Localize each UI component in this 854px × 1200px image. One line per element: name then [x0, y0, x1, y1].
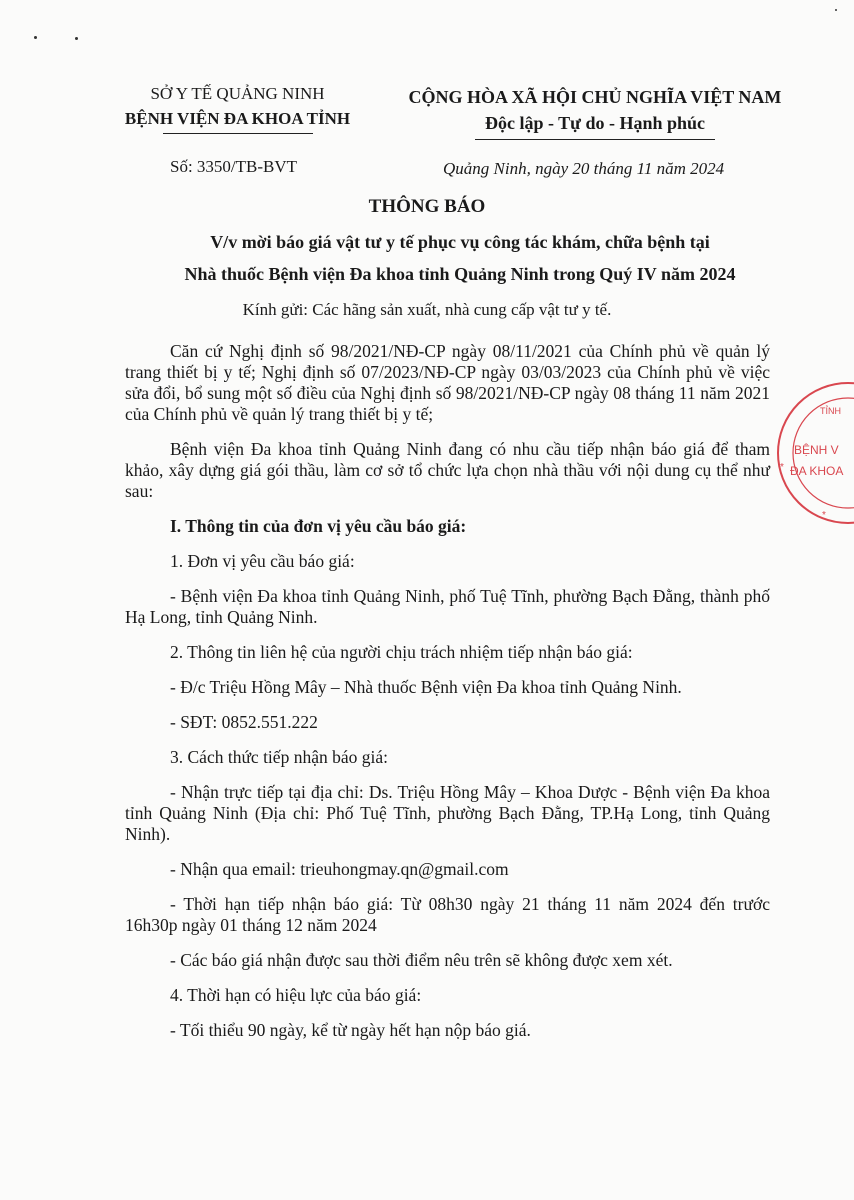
- recipient-line: Kính gửi: Các hãng sản xuất, nhà cung cấp vật tư y tế.: [242, 300, 612, 319]
- svg-text:*: *: [780, 462, 784, 473]
- scan-speck: [34, 36, 37, 39]
- seal-text-top: TỈNH: [820, 406, 841, 416]
- document-body: [125, 341, 770, 1055]
- subject-line-1: V/v mời báo giá vật tư y tế phục vụ công tác khám, chữa bệnh tại: [210, 232, 710, 252]
- list-item: - Bệnh viện Đa khoa tỉnh Quảng Ninh, phố Tuệ Tĩnh, phường Bạch Đằng, thành phố Hạ Long, tỉnh Quảng Ninh.: [125, 586, 770, 627]
- seal-text-line1: BỆNH V: [794, 443, 839, 457]
- seal-text-line2: ĐA KHOA: [790, 464, 844, 478]
- org-underline: [163, 133, 313, 134]
- list-item: - Các báo giá nhận được sau thời điểm nêu trên sẽ không được xem xét.: [170, 950, 673, 970]
- nation-line-2: Độc lập - Tự do - Hạnh phúc: [484, 113, 706, 133]
- document-number: Số: 3350/TB-BVT: [170, 157, 298, 176]
- item-heading: 1. Đơn vị yêu cầu báo giá:: [170, 551, 355, 571]
- scan-speck: [75, 37, 78, 40]
- org-line-2: BỆNH VIỆN ĐA KHOA TỈNH: [124, 109, 351, 128]
- paragraph-legal-basis: Căn cứ Nghị định số 98/2021/NĐ-CP ngày 08/11/2021 của Chính phủ về quản lý trang thiết bị y tế; Nghị định số 07/2023/NĐ-CP ngày 03/03/2023 của Chính phủ về việc sửa đổi, bổ sung một số điều của Nghị định số 98/2021/NĐ-CP ngày 08 tháng 11 năm 2021 của Chính phủ về quản lý trang thiết bị y tế;: [125, 341, 770, 424]
- issuing-organization: [100, 81, 375, 134]
- list-item: - SĐT: 0852.551.222: [170, 712, 318, 732]
- paragraph-purpose: Bệnh viện Đa khoa tỉnh Quảng Ninh đang có nhu cầu tiếp nhận báo giá để tham khảo, xây dựng giá gói thầu, làm cơ sở tổ chức lựa chọn nhà thầu với nội dung cụ thể như sau:: [125, 439, 770, 501]
- section-heading-1: I. Thông tin của đơn vị yêu cầu báo giá:: [170, 516, 467, 536]
- list-item: - Tối thiểu 90 ngày, kể từ ngày hết hạn nộp báo giá.: [170, 1020, 531, 1040]
- national-motto: [385, 84, 805, 140]
- list-item: - Nhận qua email: trieuhongmay.qn@gmail.com: [170, 859, 509, 879]
- scan-speck: [835, 9, 837, 11]
- item-heading: 3. Cách thức tiếp nhận báo giá:: [170, 747, 388, 767]
- list-item: - Nhận trực tiếp tại địa chỉ: Ds. Triệu Hồng Mây – Khoa Dược - Bệnh viện Đa khoa tỉnh Quảng Ninh (Địa chỉ: Phố Tuệ Tĩnh, phường Bạch Đằng, TP.Hạ Long, tỉnh Quảng Ninh).: [125, 782, 770, 844]
- org-line-1: SỞ Y TẾ QUẢNG NINH: [150, 84, 325, 103]
- svg-text:*: *: [822, 510, 826, 521]
- subject-line-2: Nhà thuốc Bệnh viện Đa khoa tỉnh Quảng Ninh trong Quý IV năm 2024: [184, 264, 736, 284]
- document-title: THÔNG BÁO: [368, 196, 486, 217]
- motto-underline: [475, 139, 715, 140]
- list-item: - Đ/c Triệu Hồng Mây – Nhà thuốc Bệnh viện Đa khoa tỉnh Quảng Ninh.: [170, 677, 682, 697]
- item-heading: 4. Thời hạn có hiệu lực của báo giá:: [170, 985, 422, 1005]
- item-heading: 2. Thông tin liên hệ của người chịu trách nhiệm tiếp nhận báo giá:: [170, 642, 633, 662]
- nation-line-1: CỘNG HÒA XÃ HỘI CHỦ NGHĨA VIỆT NAM: [408, 87, 782, 107]
- place-date: Quảng Ninh, ngày 20 tháng 11 năm 2024: [443, 159, 725, 178]
- official-seal-icon: [770, 378, 854, 528]
- list-item: - Thời hạn tiếp nhận báo giá: Từ 08h30 ngày 21 tháng 11 năm 2024 đến trước 16h30p ngày 01 tháng 12 năm 2024: [125, 894, 770, 935]
- document-subject: [150, 226, 770, 290]
